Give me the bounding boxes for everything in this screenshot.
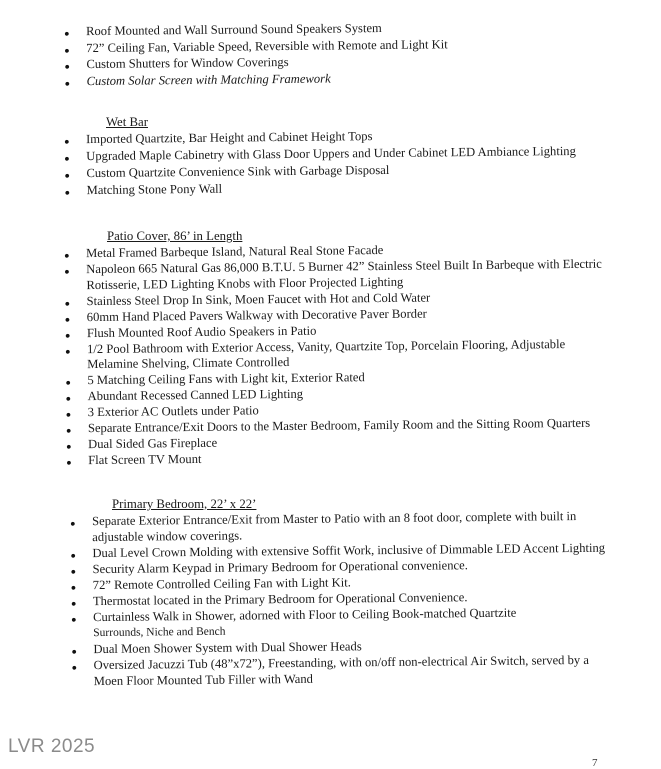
list-item: ● Separate Exterior Entrance/Exit from Master to Patio with an 8 foot door, complete with built in adjustable window coverings.: [6, 508, 640, 546]
section-heading-wet-bar: Wet Bar: [106, 115, 148, 129]
features-list-patio: [0, 240, 642, 470]
list-item: ● Dual Sided Gas Fireplace: [2, 431, 642, 453]
list-item: ● 72” Ceiling Fan, Variable Speed, Reversible with Remote and Light Kit: [0, 35, 640, 57]
list-item: ● Oversized Jacuzzi Tub (48”x72”), Freestanding, with on/off non-electrical Air Switch, served by a Moen Floor Mounted Tub Filler with Wand: [8, 652, 642, 690]
page-number: 7: [592, 757, 598, 769]
list-item: ● Napoleon 665 Natural Gas 86,000 B.T.U. 5 Burner 42” Stainless Steel Built In Barbeque with Electric Rotisserie, LED Lighting Knobs with Floor Projected Lighting: [0, 256, 640, 294]
list-item: ● Imported Quartzite, Bar Height and Cabinet Height Tops: [0, 126, 640, 148]
list-item: ● 60mm Hand Placed Pavers Walkway with Decorative Paver Border: [1, 304, 641, 326]
list-item: ● Stainless Steel Drop In Sink, Moen Faucet with Hot and Cold Water: [0, 288, 640, 310]
features-list-top: [0, 18, 641, 91]
list-item: ● 3 Exterior AC Outlets under Patio: [2, 399, 642, 421]
list-item-text: Curtainless Walk in Shower, adorned with Floor to Ceiling Book-matched Quartzite: [92, 605, 517, 624]
list-item: ● 1/2 Pool Bathroom with Exterior Access, Vanity, Quartzite Top, Porcelain Flooring, Adjustable Melamine Shelving, Climate Controlled: [1, 336, 641, 374]
list-item: ● 72” Remote Controlled Ceiling Fan with Light Kit.: [7, 572, 641, 594]
list-item: ● Flush Mounted Roof Audio Speakers in Patio: [1, 320, 641, 342]
list-item-continuation: Surrounds, Niche and Bench: [93, 625, 226, 640]
list-item: ● Separate Entrance/Exit Doors to the Master Bedroom, Family Room and the Sitting Room Quarters: [2, 415, 642, 437]
list-item: ● Flat Screen TV Mount: [2, 447, 642, 469]
features-list-primary-bedroom: [6, 508, 642, 690]
watermark: LVR 2025: [8, 736, 96, 757]
list-item: ● 5 Matching Ceiling Fans with Light kit, Exterior Rated: [1, 367, 641, 389]
list-item: ● Custom Shutters for Window Coverings: [0, 51, 640, 73]
list-item: ● Dual Level Crown Molding with extensive Soffit Work, inclusive of Dimmable LED Accent Lighting: [6, 540, 640, 562]
list-item: ● Metal Framed Barbeque Island, Natural Real Stone Facade: [0, 240, 640, 262]
section-heading-primary-bedroom: Primary Bedroom, 22’ x 22’: [112, 497, 257, 511]
list-item: ● Matching Stone Pony Wall: [1, 177, 641, 199]
features-list-wet-bar: [0, 126, 641, 201]
section-heading-patio: Patio Cover, 86’ in Length: [107, 229, 243, 243]
list-item: ● Abundant Recessed Canned LED Lighting: [1, 383, 641, 405]
list-item: ● Security Alarm Keypad in Primary Bedroom for Operational convenience.: [6, 556, 640, 578]
list-item: ● Roof Mounted and Wall Surround Sound Speakers System: [0, 18, 640, 40]
list-item: ● Custom Solar Screen with Matching Framework: [1, 68, 641, 90]
list-item: ● Dual Moen Shower System with Dual Shower Heads: [7, 636, 641, 658]
list-item: ● Custom Quartzite Convenience Sink with Garbage Disposal: [0, 160, 640, 182]
list-item: ● Upgraded Maple Cabinetry with Glass Door Uppers and Under Cabinet LED Ambiance Lighting: [0, 143, 640, 165]
list-item: ● Thermostat located in the Primary Bedroom for Operational Convenience.: [7, 588, 641, 610]
